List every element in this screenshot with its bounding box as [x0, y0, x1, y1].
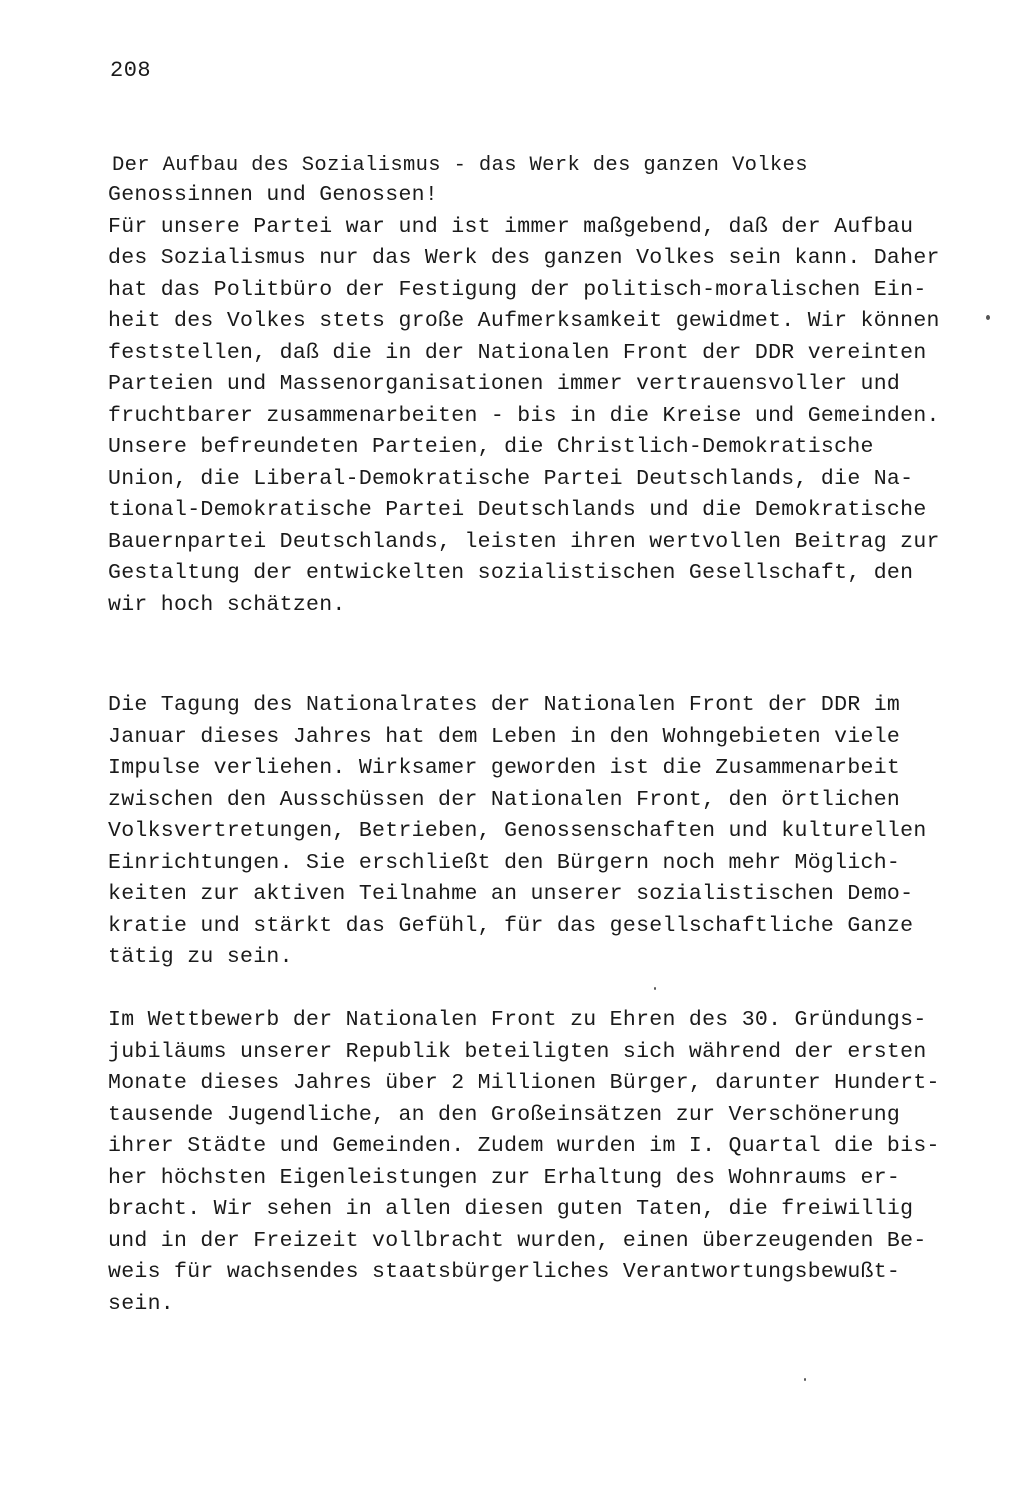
text-line: jubiläums unserer Republik beteiligten sich während der ersten	[108, 1039, 927, 1064]
text-line: Gestaltung der entwickelten sozialistischen Gesellschaft, den	[108, 561, 914, 585]
text-line: Unsere befreundeten Parteien, die Christlich-Demokratische	[108, 435, 874, 459]
text-line: Einrichtungen. Sie erschließt den Bürgern noch mehr Möglich-	[108, 850, 901, 875]
text-line: tausende Jugendliche, an den Großeinsätzen zur Verschönerung	[108, 1102, 901, 1127]
text-line: des Sozialismus nur das Werk des ganzen Volkes sein kann. Daher	[108, 246, 940, 270]
text-line: weis für wachsendes staatsbürgerliches Verantwortungsbewußt-	[108, 1260, 901, 1284]
text-line: zwischen den Ausschüssen der Nationalen Front, den örtlichen	[108, 787, 901, 812]
text-line: Bauernpartei Deutschlands, leisten ihren wertvollen Beitrag zur	[108, 529, 940, 554]
text-line: heit des Volkes stets große Aufmerksamkeit gewidmet. Wir können	[108, 309, 940, 333]
paragraph-2	[108, 690, 927, 974]
text-line: kratie und stärkt das Gefühl, für das gesellschaftliche Ganze	[108, 913, 914, 938]
text-line: Im Wettbewerb der Nationalen Front zu Ehren des 30. Gründungs-	[108, 1008, 927, 1032]
text-line: Monate dieses Jahres über 2 Millionen Bürger, darunter Hundert-	[108, 1071, 940, 1095]
text-line: wir hoch schätzen.	[108, 592, 346, 617]
paragraph-3	[108, 1005, 940, 1320]
text-line: tätig zu sein.	[108, 945, 293, 969]
scan-speck	[654, 987, 656, 990]
scan-speck	[804, 1378, 806, 1381]
text-line: Die Tagung des Nationalrates der Nationalen Front der DDR im	[108, 693, 901, 717]
text-line: her höchsten Eigenleistungen zur Erhaltung des Wohnraums er-	[108, 1165, 901, 1190]
text-line: Impulse verliehen. Wirksamer geworden ist die Zusammenarbeit	[108, 756, 901, 780]
text-line: Union, die Liberal-Demokratische Partei Deutschlands, die Na-	[108, 466, 914, 491]
text-line: Parteien und Massenorganisationen immer vertrauensvoller und	[108, 372, 901, 396]
text-line: fruchtbarer zusammenarbeiten - bis in die Kreise und Gemeinden.	[108, 403, 940, 428]
text-line: tional-Demokratische Partei Deutschlands und die Demokratische	[108, 498, 927, 522]
text-line: sein.	[108, 1291, 175, 1316]
text-line: keiten zur aktiven Teilnahme an unserer sozialistischen Demo-	[108, 882, 914, 906]
text-line: bracht. Wir sehen in allen diesen guten Taten, die freiwillig	[108, 1197, 914, 1221]
text-line: feststellen, daß die in der Nationalen Front der DDR vereinten	[108, 340, 927, 365]
scan-speck	[986, 315, 990, 320]
text-line: Volksvertretungen, Betrieben, Genossenschaften und kulturellen	[108, 819, 927, 843]
page-number: 208	[110, 58, 152, 83]
text-line: und in der Freizeit vollbracht wurden, einen überzeugenden Be-	[108, 1228, 927, 1253]
paragraph-1	[108, 180, 940, 621]
section-title: Der Aufbau des Sozialismus - das Werk des ganzen Volkes	[112, 154, 808, 177]
text-line: Januar dieses Jahres hat dem Leben in den Wohngebieten viele	[108, 724, 901, 749]
text-line: Für unsere Partei war und ist immer maßgebend, daß der Aufbau	[108, 214, 914, 239]
text-line: hat das Politbüro der Festigung der politisch-moralischen Ein-	[108, 277, 927, 302]
text-line: Genossinnen und Genossen!	[108, 183, 439, 207]
text-line: ihrer Städte und Gemeinden. Zudem wurden im I. Quartal die bis-	[108, 1134, 940, 1158]
